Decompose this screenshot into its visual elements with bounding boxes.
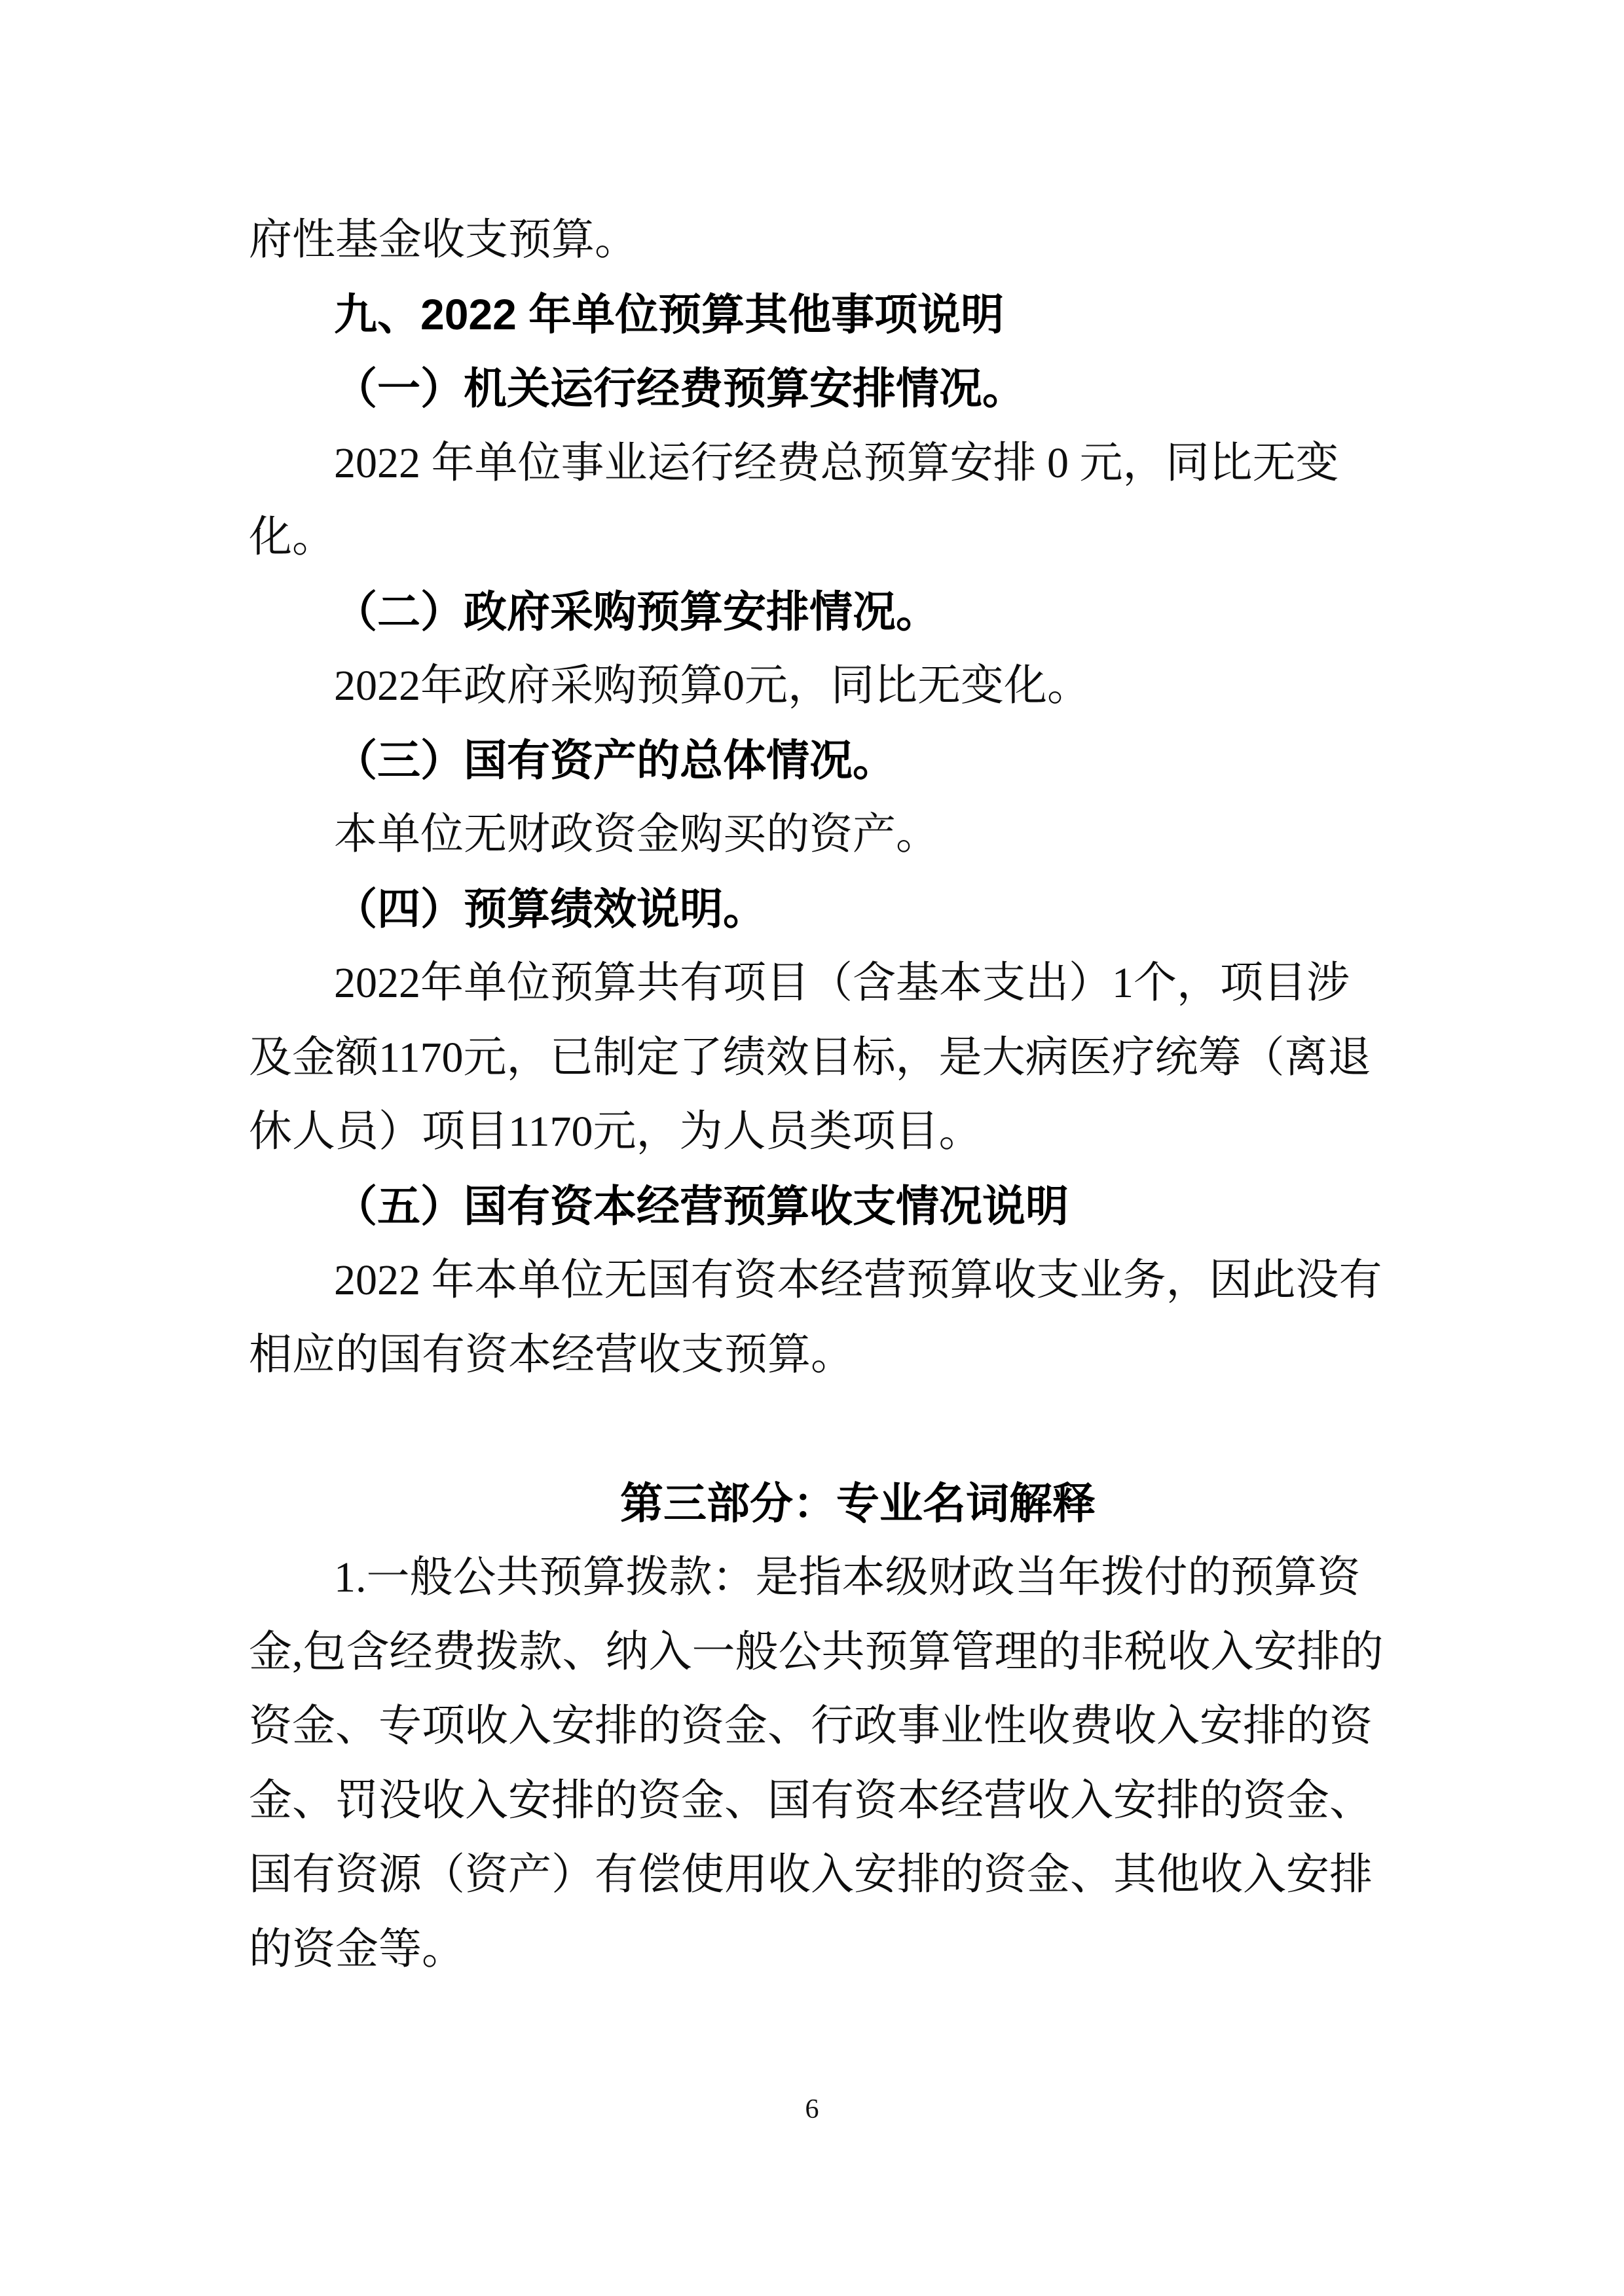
heading-item-1-agency-operating-funds: （一）机关运行经费预算安排情况。 (334, 364, 1025, 412)
heading-item-2-government-procurement: （二）政府采购预算安排情况。 (334, 587, 939, 636)
paragraph-continuation-line: 府性基金收支预算。 (249, 216, 638, 264)
paragraph-continuation-line: 相应的国有资本经营收支预算。 (249, 1330, 854, 1379)
paragraph-continuation-line: 金,包含经费拨款、纳入一般公共预算管理的非税收入安排的 (249, 1628, 1384, 1676)
paragraph-continuation-line: 金、罚没收入安排的资金、国有资本经营收入安排的资金、 (249, 1776, 1373, 1825)
paragraph-continuation-line: 资金、专项收入安排的资金、行政事业性收费收入安排的资 (249, 1702, 1373, 1750)
document-body (249, 203, 1382, 1986)
paragraph-continuation-line: 化。 (249, 513, 335, 561)
paragraph-line: 2022年单位预算共有项目（含基本支出）1个，项目涉 (334, 959, 1350, 1007)
page-number: 6 (805, 2094, 819, 2124)
paragraph-line: 2022 年本单位无国有资本经营预算收支业务，因此没有 (334, 1256, 1382, 1304)
paragraph-continuation-line: 及金额1170元，已制定了绩效目标，是大病医疗统筹（离退 (249, 1033, 1371, 1082)
heading-item-4-budget-performance: （四）预算绩效说明。 (334, 884, 766, 933)
paragraph-continuation-line: 休人员）项目1170元，为人员类项目。 (249, 1108, 982, 1156)
heading-item-5-state-capital-budget: （五）国有资本经营预算收支情况说明 (334, 1181, 1069, 1230)
section-3-title-terminology: 第三部分：专业名词解释 (620, 1478, 1096, 1527)
paragraph-continuation-line: 的资金等。 (249, 1925, 465, 1973)
paragraph-line: 1.一般公共预算拨款：是指本级财政当年拨付的预算资 (334, 1554, 1361, 1601)
paragraph-line: 本单位无财政资金购买的资产。 (334, 811, 939, 858)
blank-line (249, 1392, 1382, 1467)
paragraph-continuation-line: 国有资源（资产）有偿使用收入安排的资金、其他收入安排 (249, 1851, 1373, 1899)
heading-9-other-budget-matters: 九、2022 年单位预算其他事项说明 (334, 289, 1005, 338)
paragraph-line: 2022年政府采购预算0元，同比无变化。 (334, 662, 1090, 710)
paragraph-line: 2022 年单位事业运行经费总预算安排 0 元，同比无变 (334, 439, 1339, 487)
heading-item-3-state-owned-assets: （三）国有资产的总体情况。 (334, 735, 896, 784)
